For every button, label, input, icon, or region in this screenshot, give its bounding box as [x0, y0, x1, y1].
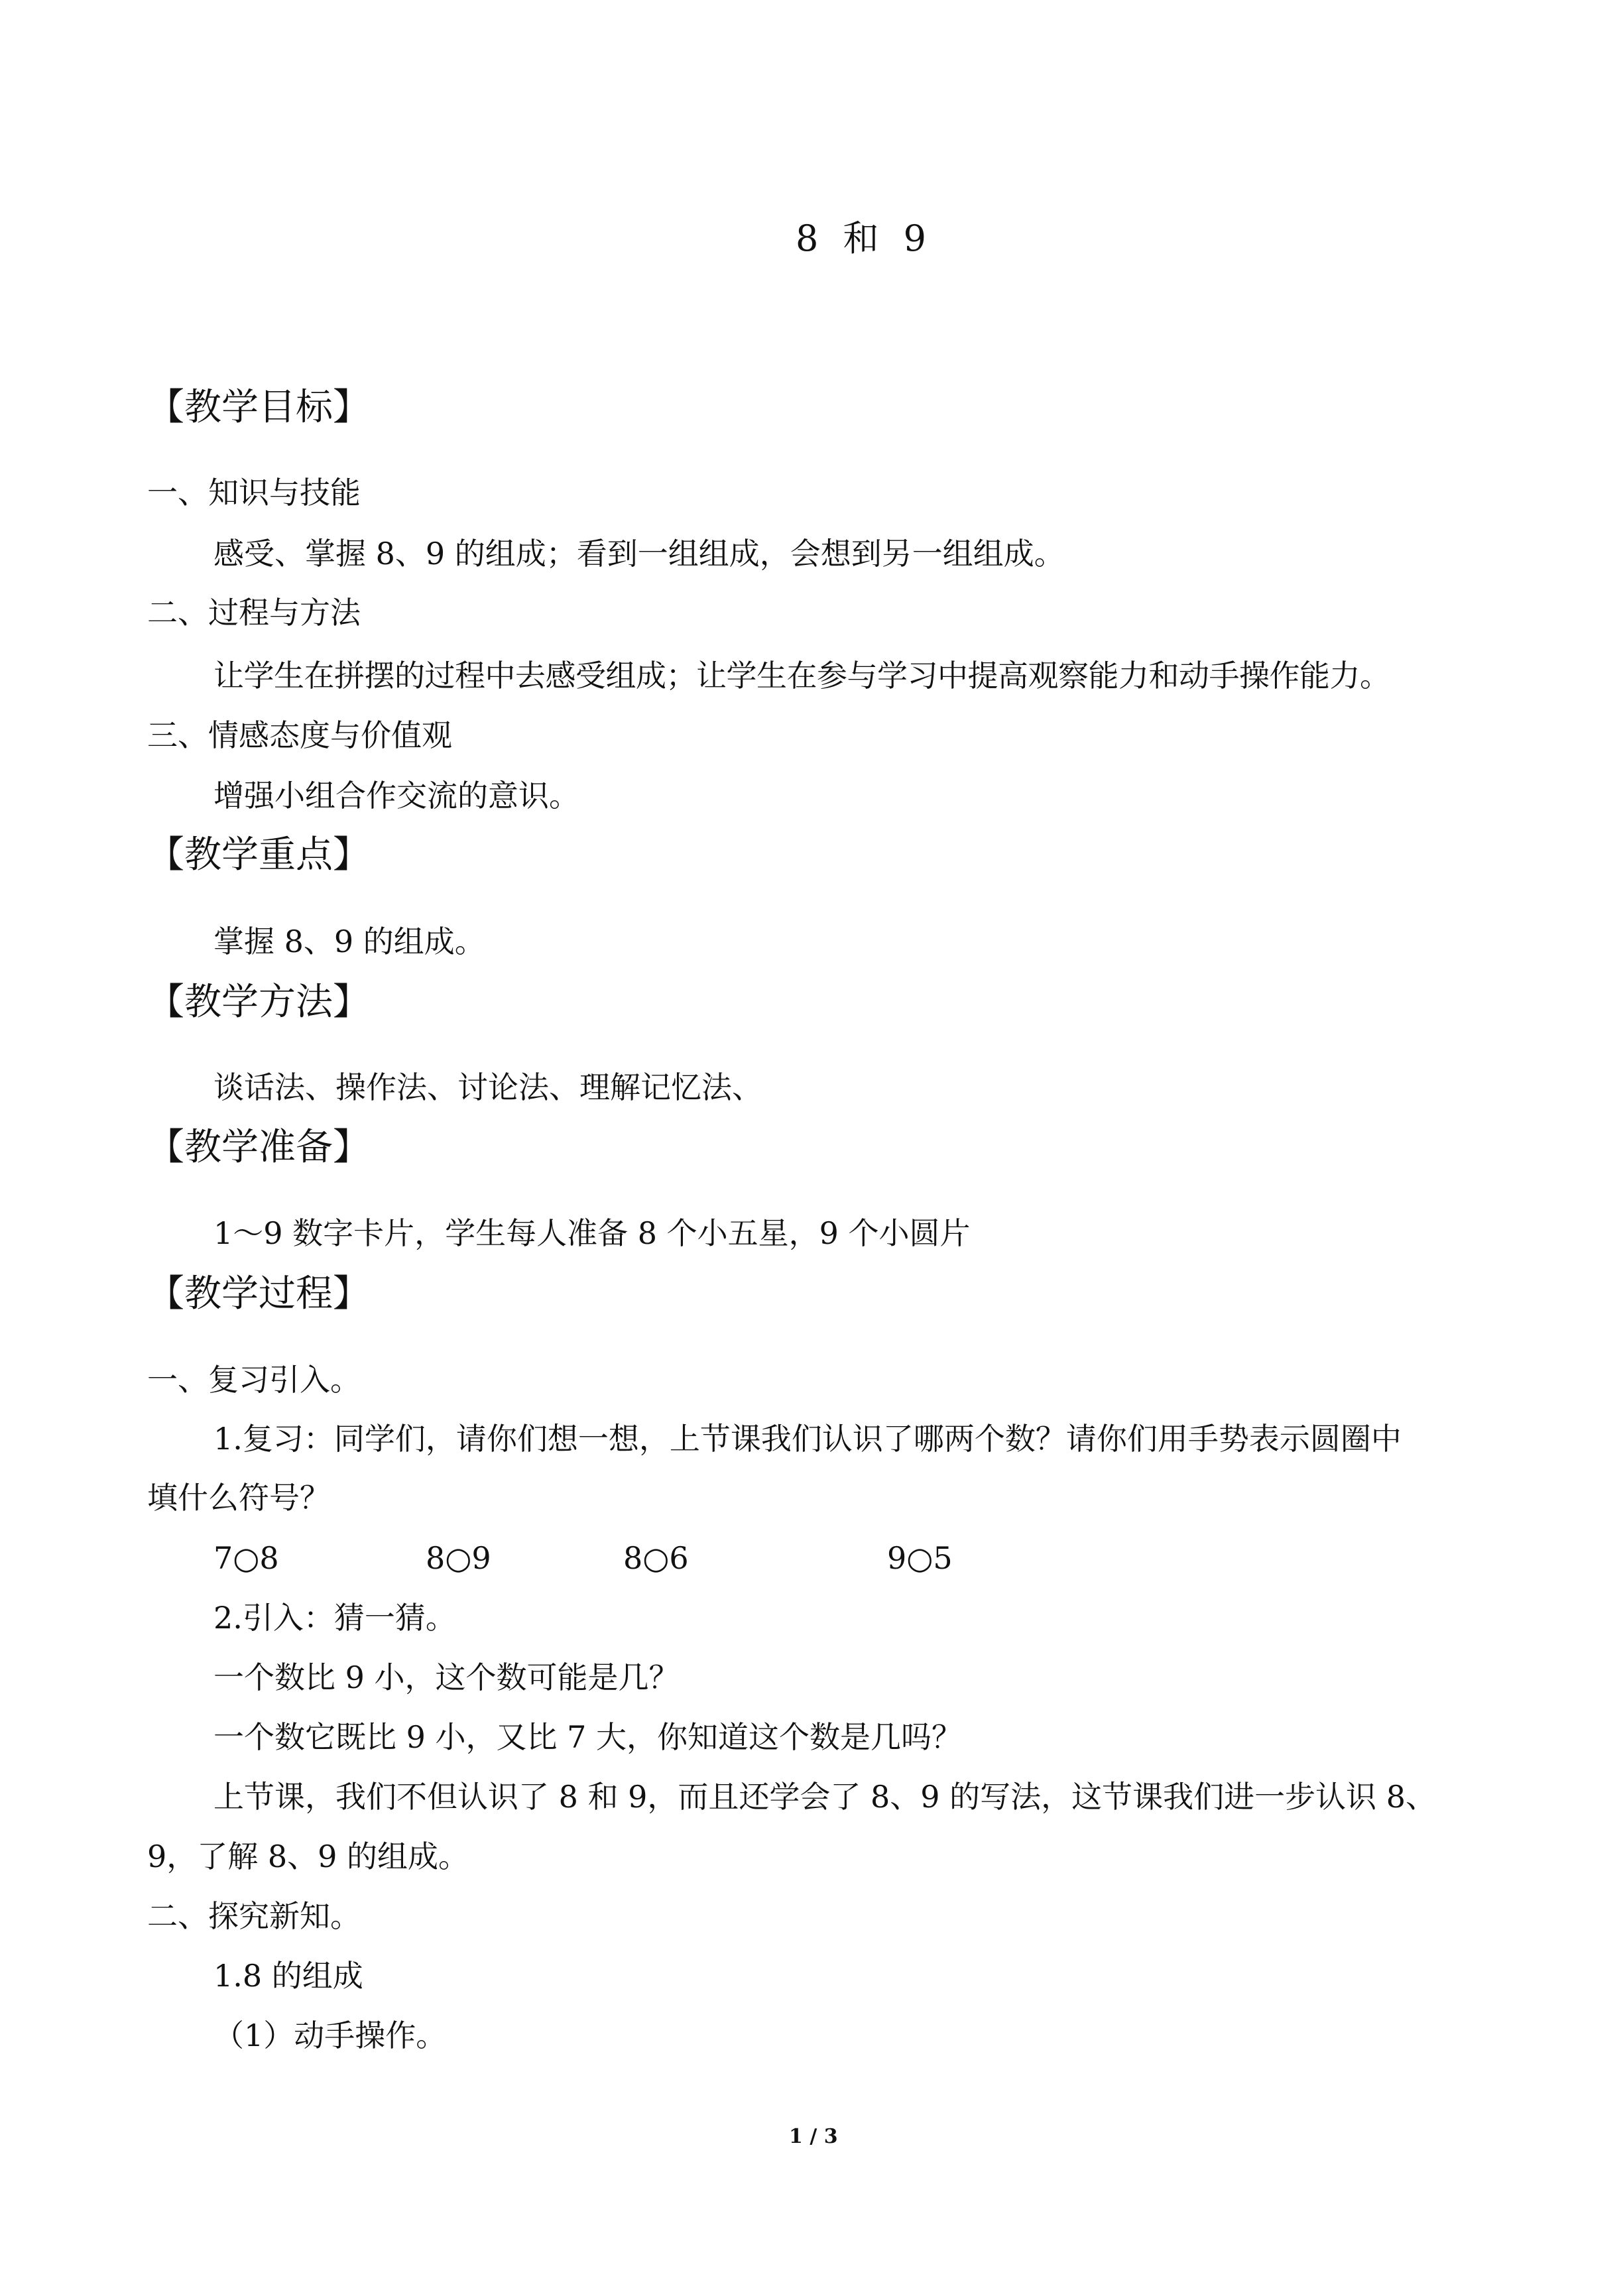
question-1: 一个数比 9 小，这个数可能是几？ [213, 1660, 680, 1695]
goal-3-text: 增强小组合作交流的意识。 [213, 778, 579, 814]
process-part-2-heading: 二、探究新知。 [147, 1898, 361, 1934]
page-title: 8 和 9 [796, 217, 933, 259]
section-heading-key-points: 【教学重点】 [147, 833, 370, 876]
section-heading-preparation: 【教学准备】 [147, 1126, 370, 1169]
compare-item: 9○5 [887, 1540, 953, 1576]
goal-1-text: 感受、掌握 8、9 的组成；看到一组组成，会想到另一组组成。 [213, 536, 1065, 572]
goal-1-heading: 一、知识与技能 [147, 475, 361, 511]
review-line-2: 填什么符号？ [147, 1480, 330, 1516]
summary-line-1: 上节课，我们不但认识了 8 和 9，而且还学会了 8、9 的写法，这节课我们进一步认识 8、 [213, 1779, 1437, 1815]
key-points-text: 掌握 8、9 的组成。 [213, 924, 485, 959]
compare-item: 8○6 [623, 1540, 689, 1576]
compare-item: 7○8 [213, 1540, 279, 1576]
review-line-1: 1.复习：同学们，请你们想一想，上节课我们认识了哪两个数？请你们用手势表示圆圈中 [213, 1421, 1402, 1457]
goal-2-heading: 二、过程与方法 [147, 595, 361, 631]
intro-text: 2.引入：猜一猜。 [213, 1600, 456, 1636]
page-number: 1 / 3 [789, 2125, 838, 2148]
goal-2-text: 让学生在拼摆的过程中去感受组成；让学生在参与学习中提高观察能力和动手操作能力。 [213, 658, 1390, 694]
methods-text: 谈话法、操作法、讨论法、理解记忆法、 [213, 1069, 762, 1105]
process-part-1-heading: 一、复习引入。 [147, 1362, 361, 1398]
subsection-8-composition: 1.8 的组成 [213, 1958, 363, 1994]
preparation-text: 1～9 数字卡片，学生每人准备 8 个小五星，9 个小圆片 [213, 1215, 971, 1251]
section-heading-goals: 【教学目标】 [147, 386, 370, 429]
goal-3-heading: 三、情感态度与价值观 [147, 717, 452, 753]
subsection-hands-on: （1）动手操作。 [213, 2018, 447, 2053]
section-heading-methods: 【教学方法】 [147, 981, 370, 1024]
summary-line-2: 9，了解 8、9 的组成。 [147, 1839, 469, 1874]
section-heading-process: 【教学过程】 [147, 1272, 370, 1315]
compare-item: 8○9 [426, 1540, 491, 1576]
question-2: 一个数它既比 9 小，又比 7 大，你知道这个数是几吗？ [213, 1719, 963, 1755]
